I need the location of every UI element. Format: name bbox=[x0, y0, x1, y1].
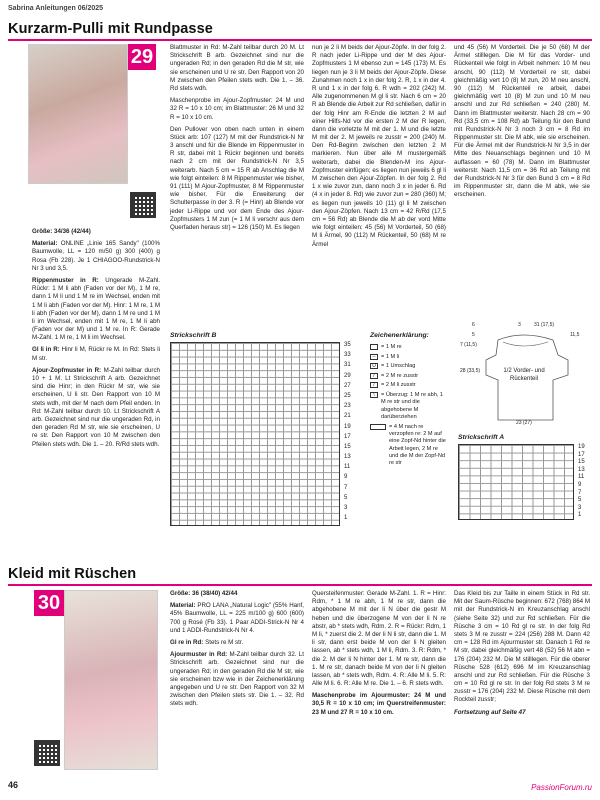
maschenprobe-text: Maschenprobe im Ajour-Zopfmuster: 24 M und 32 R = 10 x 10 cm; im Blattmuster: 26 M und 32 R = 10 x 10 cm. bbox=[170, 97, 304, 121]
chart-b-grid bbox=[170, 342, 340, 526]
row-number: 11 bbox=[578, 474, 585, 481]
material-text: ONLINE „Linie 165 Sandy" (100% Baumwolle, LL = 120 m/50 g) 300 (400) g Rosa (Fb 228). Je 1 CHIAGOO-Rundstrick-N Nr 3 und 3,5. bbox=[32, 240, 160, 272]
row-number: 11 bbox=[344, 464, 351, 471]
row-number: 23 bbox=[344, 403, 351, 410]
anleitung-text: Den Pullover von oben nach unten in einem Stück arb: 107 (127) M mit der Rundstrick-N Nr 3 anschl und für die Blende im Rippenmuster in R str, dabei mit 1 Rückr beginnen und bereits nach 2 cm mit der Rundstrick-N Nr 3,5 weiterarb. Nach 5 cm = 15 R ab Anschlag die M wie folgt einteilen: 8 M Rippenmuster wie bisher, 91 (111) M Ajour-Zopfmuster, 8 M Rippenmuster wie bisher. Für die Erweiterung der Schulterpasse in der 3. R (= Hinr) ab Blende vor jeder Li-Rippe und vor dem Ende des Ajour-Zopfmusters 1 M zun (= 1 M li verschr aus dem Querfaden heraus str) = 126 (150) M. Es liegen bbox=[170, 125, 304, 231]
legend-text: = 4 M nach re verzopfen re: 2 M auf eine Zopf-Nd hinter die Arbeit legen, 2 M re und die M der Zopf-Nd re str bbox=[389, 423, 446, 467]
pattern2-col2: Größe: 36 (38/40) 42/44 Material: PRO LANA „Natural Logic" (55% Hanf, 45% Baumwolle, LL = 225 m/100 g) 600 (600) 700 g Rosé (Fb 33). 1 Paar ADDI-Strick-N Nr 4 und 1 ADDI-Rundstrick-N Nr 4. Gl re in Rd: Stets re M str. Ajourmuster in Rd: M-Zahl teilbar durch 32. Lt Strickschrift arb. Gezeichnet sind nur die ungeraden Rd; in den geraden Rd die M str, wie sie erscheinen bzw wie in der Zeichenerklärung angegeben und U re str. Den Rapport von 32 M zwischen den Pfeilen stets str. Die 1. – 32. Rd stets wdh. bbox=[170, 590, 304, 708]
size-schematic: 1/2 Vorder- und Rückenteil 28 (33,5) 23 (27) 11,5 6 5 7 (11,5) 3 31 (17,5) bbox=[458, 320, 590, 430]
fortsetzung: Fortsetzung auf Seite 47 bbox=[454, 708, 526, 716]
pattern2-title: Kleid mit Rüschen bbox=[8, 566, 137, 582]
pattern1-number-badge: 29 bbox=[128, 44, 156, 70]
row-number: 17 bbox=[344, 433, 351, 440]
row-number: 19 bbox=[344, 423, 351, 430]
chart-b-title: Strickschrift B bbox=[170, 332, 217, 339]
legend-symbol-icon bbox=[370, 424, 386, 430]
legend-item bbox=[370, 354, 448, 361]
qr-code-2[interactable] bbox=[34, 740, 60, 766]
row-number: 7 bbox=[344, 484, 348, 491]
row-number: 3 bbox=[578, 504, 582, 511]
row-number: 13 bbox=[578, 466, 585, 473]
legend-symbol-icon: – bbox=[370, 354, 378, 360]
legend-symbol-icon: \ bbox=[370, 392, 378, 398]
pattern2-photo bbox=[64, 590, 158, 770]
legend-symbol-icon: U bbox=[370, 363, 378, 369]
col4-text: und 45 (56) M Vorderteil. Die je 50 (68) M der Ärmel stilllegen. Die M für das Vorder- und Rückenteil wie folgt in Arbeit nehmen: 10 M neu anschl, 90 (112) M Vorderteil re str, dabei gleichmäßig vert 10 (8) M zun, 20 M neu anschl, 90 (112) M Rückenteil re arbeit, dabei gleichmäßig vert 10 (8) M zun und 10 M neu anschl und zur Rd schließen = 240 (280) M. Dann im Blattmuster weiterstr. Nach 28 cm = 90 Rd (33,5 cm = 108 Rd) ab Teilung für den Bund mit Rundstrick-N Nr 3 noch 3 cm = 8 Rd im Rippenmuster str. Die M abk, wie sie erscheinen. Für die Ärmel mit der Rundstrick-N Nr 3,5 in der Mitte des Neuanschlags beginnen und 10 M auffassen = 60 (78) M. Dann im Blattmuster weiterstr. Nach 11,5 cm = 36 Rd ab Teilung mit der Rundstrick-N Nr 3 für den Bund 3 cm = 8 Rd im Rippenmuster str, dann die M abk, wie sie erscheinen. bbox=[454, 44, 590, 199]
chart-b-row-numbers bbox=[344, 342, 358, 525]
row-number: 15 bbox=[344, 443, 351, 450]
row-number: 25 bbox=[344, 392, 351, 399]
row-number: 5 bbox=[344, 494, 348, 501]
rippen-text: Ungerade M-Zahl. Rückr: 1 M li abh (Faden vor der M), 1 M re, dann 1 M li und 1 M re im Wechsel, enden mit 1 M li abh (Faden vor der M). Hinr: 1 M re, 1 M li abh (Faden vor der M), dann 1 M re und 1 M li im Wechsel, enden mit 1 M re, 1 M li abh (Faden vor der M) und 1 M re. In R: Gerade M-Zahl. 1 M re, 1 M li im Wechsel. bbox=[32, 276, 160, 342]
schematic-label: 1/2 Vorder- und Rückenteil bbox=[503, 368, 545, 382]
pattern1-col3 bbox=[312, 44, 446, 253]
row-number: 5 bbox=[578, 497, 582, 504]
chart-a-title: Strickschrift A bbox=[458, 434, 505, 441]
col3-text: nun je 2 li M beids der Ajour-Zöpfe. In der folg 2. R nach jeder Li-Rippe und der M des Ajour-Zopfmusters 1 M ebenso zun = 145 (173) M. Es liegen nun je 3 li M beids der Ajour-Zöpfe. Diese Zunahmen noch 1 x in der folg 2. R, 1 x in der 4. R und 1 x in der folg 6. R wdh = 202 (242) M. Alle zugenommenen M gl li str. Nach 6 cm = 20 R ab Blende die Arbeit zur Rd schließen, dafür in der folg Hinr am R-Ende die letzten 2 M auf einer Hilfs-Nd vor die ersten 2 M der R legen, dann die vorletzte M mit der 1. M und die letzte M mit der 2. M jeweils re zusstr = 200 (240) M. Den Rd-Beginn zwischen den letzten 2 M markieren. Nun über alle M mustergemäß weiterarb, dabei die Blenden-M ins Ajour-Zopfmuster einfügen; es liegen nun jeweils 6 gl li M zwischen den Ajour-Zöpfen. In der folg 2. Rd 1 x wie zuvor zun, dann noch 3 x in jeder 6. Rd (4 x in jeder 8. Rd) wie zuvor zun = 280 (360) M; es liegen nun jeweils 10 (11) gl li M zwischen den Ajour-Zöpfen. Nach 13 cm = 42 R/Rd (17,5 cm = 56 Rd) ab Blende die M ab der vord Mitte wie folgt einteilen: 45 (56) M Vorderteil, 50 (68) M li Ärmel, 90 (112) M Rückenteil, 50 (68) M re Ärmel bbox=[312, 44, 446, 248]
row-number: 19 bbox=[578, 444, 585, 450]
row-number: 7 bbox=[578, 489, 582, 496]
legend-text: = 1 M li bbox=[381, 353, 400, 360]
legend-symbol-icon bbox=[370, 344, 378, 350]
groesse-2: Größe: 36 (38/40) 42/44 bbox=[170, 590, 238, 597]
watermark: PassionForum.ru bbox=[531, 783, 592, 793]
legend bbox=[370, 344, 448, 470]
pattern2-number-badge: 30 bbox=[34, 590, 64, 616]
row-number: 29 bbox=[344, 372, 351, 379]
row-number: 9 bbox=[578, 481, 582, 488]
pattern1-title: Kurzarm-Pulli mit Rundpasse bbox=[8, 21, 213, 37]
pattern2-col3: Quersteifenmuster: Gerade M-Zahl. 1. R = Hinr: Rdm, * 1 M re abh, 1 M re str, dann die abgehobene M mit der li N über die gestr M heben und die überzogene M von der li N re abstr, ab * stets wdh, Rdm. 2. R = Rückr: Rdm, 1 M li, * zuerst die 2. M der li N li str, dann die 1. M li str, dann erst beide M von der li N gleiten lassen, ab * stets wdh, 1 M li, Rdm. 3. R: Rdm, * die 2. M der li N hinter der 1. M re str, dann die 1. M re str, danach beide M von der li N gleiten lassen, ab * stets wdh, Rdm. 4. R: Alle M li. 5. R: Alle M li. 6. R: Alle M re. Die 1. – 6. R stets wdh. Maschenprobe im Ajourmuster: 24 M und 30,5 R = 10 x 10 cm; im Querstreifenmuster: 23 M und 27 R = 10 x 10 cm. bbox=[312, 590, 446, 716]
qr-code[interactable] bbox=[130, 192, 156, 218]
legend-text: = 1 M re bbox=[381, 344, 402, 350]
legend-text: = Überzug: 1 M re abh, 1 M re str und die abgehobene M darüberziehen bbox=[381, 391, 444, 420]
row-number: 17 bbox=[578, 451, 585, 458]
legend-symbol-icon: / bbox=[370, 382, 378, 388]
legend-symbol-icon: / bbox=[370, 373, 378, 379]
legend-title: Zeichenerklärung: bbox=[370, 332, 429, 339]
page-number: 46 bbox=[8, 780, 19, 791]
row-number: 31 bbox=[344, 362, 351, 369]
row-number: 1 bbox=[344, 515, 348, 522]
groesse: Größe: 34/36 (42/44) bbox=[32, 228, 91, 235]
row-number: 35 bbox=[344, 342, 351, 348]
magazine-issue: Sabrina Anleitungen 06/2025 bbox=[8, 5, 104, 12]
ajour-text: M-Zahl teilbar durch 10 + 1 M. Lt Strickschrift A arb. Gezeichnet sind die Hinr; in den Rückr M str, wie sie erscheinen, U li str. Den Rapport von 10 M stets wdh, mit der M nach dem Pfeil enden. In Rd: M-Zahl teilbar durch 10. Lt Strickschrift A arb. Gezeichnet sind nur die ungeraden Rd, in den geraden Rd M str, wie sie erscheinen, U re str. Den Rapport von 10 M zwischen den Pfeilen stets wdh. Die 1. – 20. R/Rd stets wdh. bbox=[32, 366, 160, 448]
pattern2-col4: Das Kleid bis zur Taille in einem Stück in Rd str. Mit der Saum-Rüsche beginnen: 672 (768) 864 M mit der Rundstrick-N im Kreuzanschlag anschl (siehe Seite 32) und zur Rd schließen. Für die Rüsche 3 cm = 10 Rd gl re str. In der folg Rd stets 3 M re zusstr = 224 (256) 288 M. Dann 42 cm = 128 Rd im Ajourmuster str. Danach 1 Rd re M str, dabei gleichmäßig vert 48 (52) 56 M abn = 176 (204) 232 M. Die M stilllegen. Für die oberer Rüsche 528 (612) 696 M im Kreuzanschlag anschl und zur Rd schließen. Für die Rüsche 3 cm = 10 Rd gl re str. In der folg Rd stets 3 M re zusstr = 176 (204) 232 M. Diese Rüsche mit dem Rockteil zusstr; Fortsetzung auf Seite 47 bbox=[454, 590, 590, 716]
pattern1-photo bbox=[28, 44, 128, 184]
legend-item bbox=[370, 344, 448, 351]
legend-item bbox=[370, 382, 448, 389]
row-number: 27 bbox=[344, 382, 351, 389]
chart-a-row-numbers bbox=[578, 444, 592, 520]
legend-text: = 1 Umschlag bbox=[381, 363, 416, 370]
row-number: 3 bbox=[344, 505, 348, 511]
blattmuster-text: Blattmuster in Rd: M-Zahl teilbar durch 20 M. Lt Strickschrift B arb. Gezeichnet sind nur die ungeraden Rd; in den geraden Rd die M str, wie sie erscheinen und U re str. Den Rapport von 20 M zwischen den Pfeilen stets wdh. Die 1. – 36. Rd stets wdh. bbox=[170, 44, 304, 92]
legend-item bbox=[370, 392, 448, 422]
row-number: 21 bbox=[344, 413, 351, 420]
chart-a-grid bbox=[458, 444, 574, 520]
legend-text: = 2 M re zusstr bbox=[381, 372, 419, 379]
row-number: 15 bbox=[578, 459, 585, 466]
pattern1-col1: Größe: 34/36 (42/44) Material: ONLINE „Linie 165 Sandy" (100% Baumwolle, LL = 120 m/50 g) 300 (400) g Rosa (Fb 228). Je 1 CHIAGOO-Rundstrick-N Nr 3 und 3,5. Rippenmuster in R: Ungerade M-Zahl. Rückr: 1 M li abh (Faden vor der M), 1 M re, dann 1 M li und 1 M re im Wechsel, enden mit 1 M li abh (Faden vor der M). Hinr: 1 M re, 1 M li abh (Faden vor der M), dann 1 M re und 1 M li im Wechsel, enden mit 1 M re, 1 M li abh (Faden vor der M) und 1 M re. In R: Gerade M-Zahl. 1 M re, 1 M li im Wechsel. Gl li in R: Hinr li M, Rückr re M. In Rd: Stets li M str. Ajour-Zopfmuster in R: M-Zahl teilbar durch 10 + 1 M. Lt Strickschrift A arb. Gezeichnet sind die Hinr; in den Rückr M str, wie sie erscheinen, U li str. Den Rapport von 10 M stets wdh, mit der M nach dem Pfeil enden. In Rd: M-Zahl teilbar durch 10. Lt Strickschrift A arb. Gezeichnet sind nur die ungeraden Rd, in den geraden Rd M str, wie sie erscheinen, U re str. Den Rapport von 10 M zwischen den Pfeilen stets wdh. Die 1. – 20. R/Rd stets wdh. bbox=[32, 228, 160, 448]
title-divider bbox=[8, 39, 592, 41]
row-number: 13 bbox=[344, 454, 351, 461]
pattern1-col2 bbox=[170, 44, 304, 236]
row-number: 9 bbox=[344, 474, 348, 481]
legend-text: = 2 M li zusstr bbox=[381, 382, 416, 389]
pattern1-col4 bbox=[454, 44, 590, 204]
title-divider-2 bbox=[8, 584, 592, 586]
legend-item bbox=[370, 373, 448, 380]
glatt-text: Hinr li M, Rückr re M. In Rd: Stets li M str. bbox=[32, 346, 160, 362]
legend-item bbox=[370, 363, 448, 370]
legend-item bbox=[370, 424, 448, 468]
row-number: 1 bbox=[578, 512, 582, 519]
row-number: 33 bbox=[344, 352, 351, 359]
